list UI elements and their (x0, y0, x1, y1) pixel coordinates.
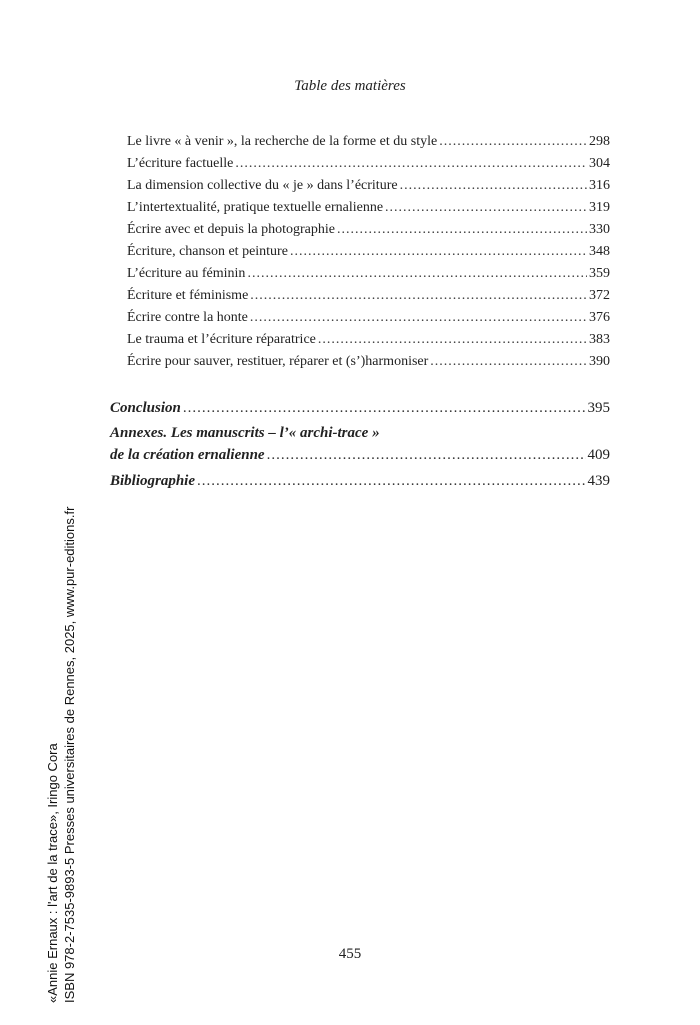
toc-entry-title: Écrire pour sauver, restituer, réparer et (s’)harmoniser (127, 354, 429, 369)
toc-entry-page: 348 (589, 244, 610, 259)
toc-entry-page: 319 (589, 200, 610, 215)
toc-main-page: 395 (587, 400, 610, 416)
toc-entry (127, 331, 610, 349)
toc-entry (127, 287, 610, 305)
toc-entry (127, 221, 610, 239)
side-note-line1: «Annie Ernaux : l'art de la trace», Iringo Cora (45, 743, 60, 1003)
toc-entry-title: Écrire contre la honte (127, 310, 248, 325)
toc-leader-dots (400, 177, 587, 195)
toc-entry-title: Écriture et féminisme (127, 288, 249, 303)
toc-entry-page: 372 (589, 288, 610, 303)
toc-entry (127, 309, 610, 327)
toc-main-page: 409 (587, 447, 610, 463)
toc-leader-dots (250, 287, 587, 305)
toc-entry-page: 383 (589, 332, 610, 347)
toc-entry (127, 353, 610, 371)
toc-leader-dots (430, 353, 587, 371)
toc-main-title-annexes-line1: Annexes. Les manuscrits – l’« archi-trace » (110, 425, 380, 441)
toc-entry-page: 376 (589, 310, 610, 325)
side-note-line2: ISBN 978-2-7535-9893-5 Presses universitaires de Rennes, 2025, www.pur-editions.fr (62, 506, 77, 1003)
toc-leader-dots (250, 309, 587, 327)
toc-entry-page: 359 (589, 266, 610, 281)
toc-main-entry-conclusion (110, 398, 610, 418)
toc-entry-page: 304 (589, 156, 610, 171)
toc-main-title-annexes-line2: de la création ernalienne (110, 447, 265, 463)
toc-leader-dots (337, 221, 587, 239)
toc-main-title: Bibliographie (110, 473, 196, 489)
toc-entry-page: 390 (589, 354, 610, 369)
toc-leader-dots (197, 471, 585, 491)
toc-leader-dots (247, 265, 587, 283)
running-head: Table des matières (294, 78, 406, 94)
copyright-side-note (44, 507, 78, 1003)
page-number: 455 (338, 946, 362, 962)
toc-leader-dots (267, 445, 586, 465)
toc-leader-dots (183, 398, 586, 418)
toc-entry (127, 243, 610, 261)
toc-main-title: Conclusion (110, 400, 181, 416)
toc-leader-dots (439, 133, 587, 151)
toc-entry-page: 298 (589, 134, 610, 149)
toc-entry-page: 330 (589, 222, 610, 237)
toc-entry (127, 265, 610, 283)
toc-entry-page: 316 (589, 178, 610, 193)
toc-entry-title: L’écriture au féminin (127, 266, 246, 281)
toc-entry-title: L’écriture factuelle (127, 156, 234, 171)
toc-entry-title: L’intertextualité, pratique textuelle ernalienne (127, 200, 384, 215)
toc-entry-title: La dimension collective du « je » dans l’écriture (127, 178, 398, 193)
toc-leader-dots (318, 331, 587, 349)
toc-entry-title: Écriture, chanson et peinture (127, 244, 288, 259)
toc-leader-dots (290, 243, 587, 261)
toc-entry (127, 177, 610, 195)
toc-main-entry-bibliographie (110, 471, 610, 491)
toc-entry (127, 133, 610, 151)
toc-entry-title: Le trauma et l’écriture réparatrice (127, 332, 316, 347)
toc-leader-dots (385, 199, 587, 217)
toc-entry-title: Écrire avec et depuis la photographie (127, 222, 335, 237)
toc-main-page: 439 (587, 473, 610, 489)
toc-entry-title: Le livre « à venir », la recherche de la forme et du style (127, 134, 438, 149)
toc-entry (127, 155, 610, 173)
toc-leader-dots (235, 155, 587, 173)
toc-main-entry-annexes (110, 445, 610, 465)
toc-entry (127, 199, 610, 217)
